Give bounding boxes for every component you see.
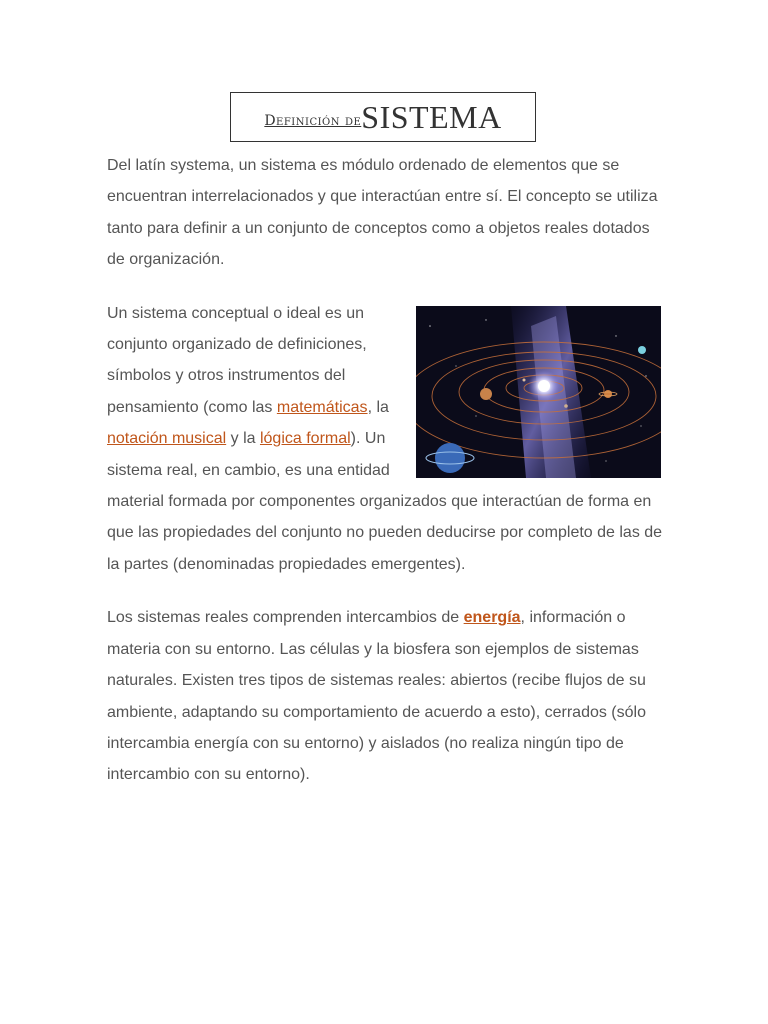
link-notacion-musical[interactable]: notación musical [107,430,227,448]
paragraph-conceptual-text-3: y la [226,430,260,448]
paragraph-real-text-2: , información o materia con su entorno. Las células y la biosfera son ejemplos de sistemas naturales. Existen tres tipos de sistemas reales: abiertos (recibe flujos de su ambiente, adaptando su comportamiento de acuerdo a esto), cerrados (sólo intercambia energía con su entorno) y aislados (no realiza ningún tipo de intercambio con su entorno). [107,609,646,784]
link-logica-formal[interactable]: lógica formal [259,430,351,448]
paragraph-conceptual-text-1: Un sistema conceptual o ideal es un conjunto organizado de definiciones, símbolos y otros instrumentos del pensamiento (como las [107,304,367,416]
paragraph-real-text-1: Los sistemas reales comprenden intercambios de [107,609,464,627]
solar-system-image [416,306,661,478]
paragraph-conceptual [107,298,667,581]
link-matematicas[interactable]: matemáticas [276,398,368,416]
title-main: SISTEMA [361,98,502,135]
document-body [107,150,667,813]
title-prefix: Definición de [264,113,362,129]
paragraph-intro: Del latín systema, un sistema es módulo ordenado de elementos que se encuentran interrelacionados y que interactúan entre sí. El concepto se utiliza tanto para definir a un conjunto de conceptos como a objetos reales dotados de organización. [107,157,658,269]
paragraph-real-systems [107,602,667,790]
paragraph-conceptual-text-2: , la [367,398,389,416]
paragraph-conceptual-text-4: ). Un sistema real, en cambio, es una entidad material formada por componentes organizados que interactúan de forma en que las propiedades del conjunto no pueden deducirse por completo de las de la partes (denominadas propiedades emergentes). [107,430,663,573]
page-title [230,92,536,142]
link-energia[interactable]: energía [463,609,521,627]
